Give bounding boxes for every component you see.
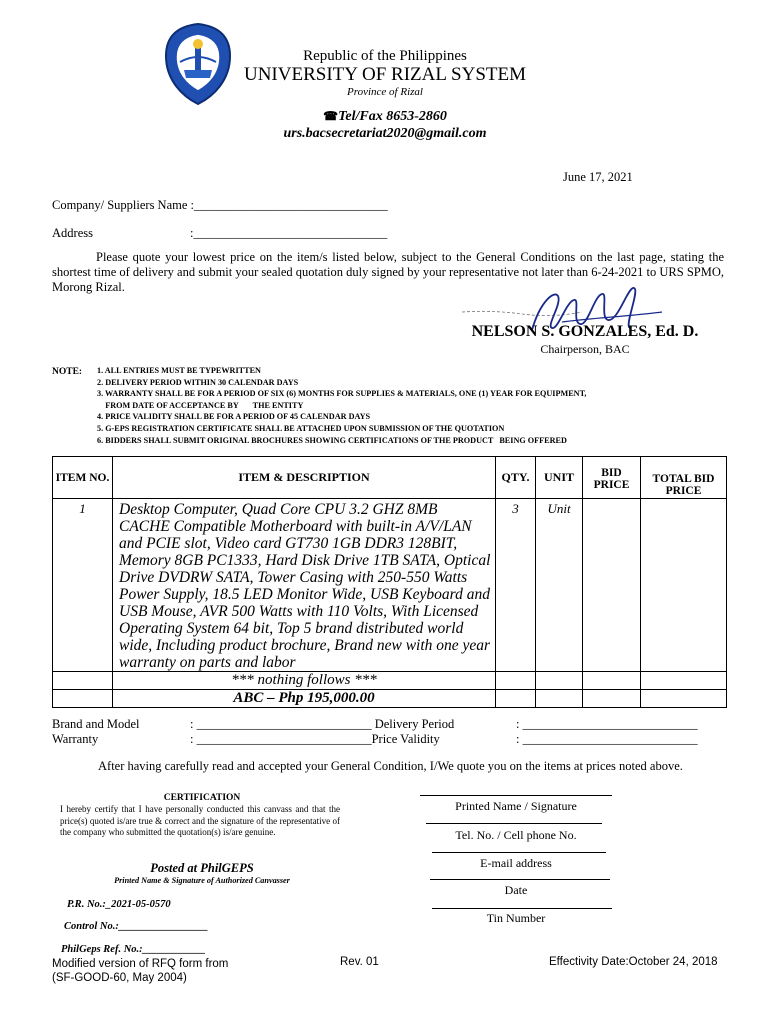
- note-item: FROM DATE OF ACCEPTANCE BY THE ENTITY: [97, 400, 304, 410]
- email-address: urs.bacsecretariat2020@gmail.com: [283, 126, 487, 141]
- col-header-total-bid-price: TOTAL BID PRICE: [641, 457, 727, 499]
- tin-line[interactable]: [432, 908, 612, 909]
- telfax: ☎Tel/Fax 8653-2860: [323, 109, 447, 124]
- university-name: UNIVERSITY OF RIZAL SYSTEM: [243, 64, 526, 85]
- instruction-paragraph: Please quote your lowest price on the item/s listed below, subject to the General Conditions on the last page, stating the shortest time of delivery and submit your sealed quotation duly signed by your representative not later than 6-24-2021 to URS SPMO, Morong Rizal.: [52, 250, 724, 294]
- nothing-follows: *** nothing follows ***: [113, 672, 496, 690]
- table-row: [53, 672, 727, 690]
- note-item: 6. BIDDERS SHALL SUBMIT ORIGINAL BROCHURES SHOWING CERTIFICATIONS OF THE PRODUCT BEING OFFERED: [97, 435, 567, 445]
- tin-label: Tin Number: [486, 911, 546, 925]
- qty-cell: 3: [496, 499, 536, 672]
- date-label: Date: [504, 883, 528, 897]
- acceptance-statement: After having carefully read and accepted your General Condition, I/We quote you on the items at prices noted above.: [98, 759, 683, 773]
- printed-name-label: Printed Name / Signature: [455, 799, 577, 813]
- col-header-qty: QTY.: [496, 457, 536, 499]
- certification-title: CERTIFICATION: [163, 793, 241, 803]
- email-line[interactable]: [432, 852, 606, 853]
- address-label: Address: [52, 226, 93, 240]
- signatory-name: NELSON S. GONZALES, Ed. D.: [471, 323, 699, 340]
- phone-icon: ☎: [323, 109, 339, 123]
- form-origin-line: (SF-GOOD-60, May 2004): [52, 972, 187, 984]
- total-bid-price-cell[interactable]: [641, 499, 727, 672]
- address-field[interactable]: :_______________________________: [190, 226, 388, 240]
- col-header-description: ITEM & DESCRIPTION: [113, 457, 496, 499]
- pr-number: P.R. No.:_2021-05-0570: [67, 899, 171, 910]
- email-label: E-mail address: [480, 856, 552, 870]
- note-item: 4. PRICE VALIDITY SHALL BE FOR A PERIOD OF 45 CALENDAR DAYS: [97, 412, 371, 422]
- note-item: 2. DELIVERY PERIOD WITHIN 30 CALENDAR DAYS: [97, 377, 299, 387]
- signatory-title: Chairperson, BAC: [540, 342, 630, 356]
- document-date: June 17, 2021: [563, 170, 633, 184]
- quotation-table: [52, 456, 727, 708]
- table-header-row: [53, 457, 727, 499]
- table-row: [53, 690, 727, 708]
- date-line[interactable]: [430, 879, 610, 880]
- form-origin: [52, 957, 228, 985]
- certification-text: I hereby certify that I have personally conducted this canvass and that the price(s) quoted is/are true & correct and the signature of the representative of the company who submitted the quotation(s) is/are genuine.: [60, 804, 340, 837]
- warranty-validity-field[interactable]: : ____________________________Price Validity: [190, 732, 440, 746]
- delivery-period-field[interactable]: : ____________________________: [516, 717, 698, 731]
- bid-price-cell[interactable]: [583, 499, 641, 672]
- control-number-field[interactable]: Control No.:_________________: [64, 921, 209, 932]
- col-header-unit: UNIT: [536, 457, 583, 499]
- tel-line[interactable]: [426, 823, 602, 824]
- printed-name-line[interactable]: [420, 795, 612, 796]
- tel-label: Tel. No. / Cell phone No.: [455, 828, 577, 842]
- col-header-item-no: ITEM NO.: [53, 457, 113, 499]
- table-row: [53, 499, 727, 672]
- revision: Rev. 01: [340, 956, 379, 968]
- note-list: [97, 365, 737, 446]
- company-name-field[interactable]: Company/ Suppliers Name :_______________________________: [52, 198, 388, 212]
- canvasser-caption: Printed Name & Signature of Authorized Canvasser: [114, 876, 290, 885]
- note-label: NOTE:: [52, 367, 83, 377]
- note-item: 5. G-EPS REGISTRATION CERTIFICATE SHALL BE ATTACHED UPON SUBMISSION OF THE QUOTATION: [97, 423, 505, 433]
- col-header-bid-price: BID PRICE: [583, 457, 641, 499]
- republic-heading: Republic of the Philippines: [303, 48, 467, 64]
- brand-model-label: Brand and Model: [52, 717, 140, 731]
- posted-philgeps: Posted at PhilGEPS: [150, 861, 254, 875]
- form-origin-line: Modified version of RFQ form from: [52, 958, 229, 970]
- province-heading: Province of Rizal: [347, 86, 423, 98]
- note-item: 1. ALL ENTRIES MUST BE TYPEWRITTEN: [97, 366, 261, 375]
- price-validity-field[interactable]: : ____________________________: [516, 732, 698, 746]
- item-no-cell: 1: [53, 499, 113, 672]
- abc-amount: ABC – Php 195,000.00: [113, 690, 496, 708]
- warranty-label: Warranty: [52, 732, 99, 746]
- brand-delivery-field[interactable]: : ____________________________ Delivery Period: [190, 717, 455, 731]
- effectivity-date: Effectivity Date:October 24, 2018: [549, 956, 718, 968]
- note-item: 3. WARRANTY SHALL BE FOR A PERIOD OF SIX (6) MONTHS FOR SUPPLIES & MATERIALS, ONE (1) YEAR FOR EQUIPMENT,: [97, 389, 587, 399]
- unit-cell: Unit: [536, 499, 583, 672]
- philgeps-ref-field[interactable]: PhilGeps Ref. No.:____________: [61, 944, 206, 955]
- item-description-cell: Desktop Computer, Quad Core CPU 3.2 GHZ 8MB CACHE Compatible Motherboard with built-in A/V/LAN and PCIE slot, Video card GT730 1GB DDR3 128BIT, Memory 8GB PC1333, Hard Disk Drive 1TB SATA, Optical Drive DVDRW SATA, Tower Casing with 250-550 Watts Power Supply, 18.5 LED Monitor Wide, USB Keyboard and USB Mouse, AVR 500 Watts with 110 Volts, With Licensed Operating System 64 bit, Top 5 brand distributed world wide, Including product brochure, Brand new with one year warranty on parts and labor: [113, 499, 496, 672]
